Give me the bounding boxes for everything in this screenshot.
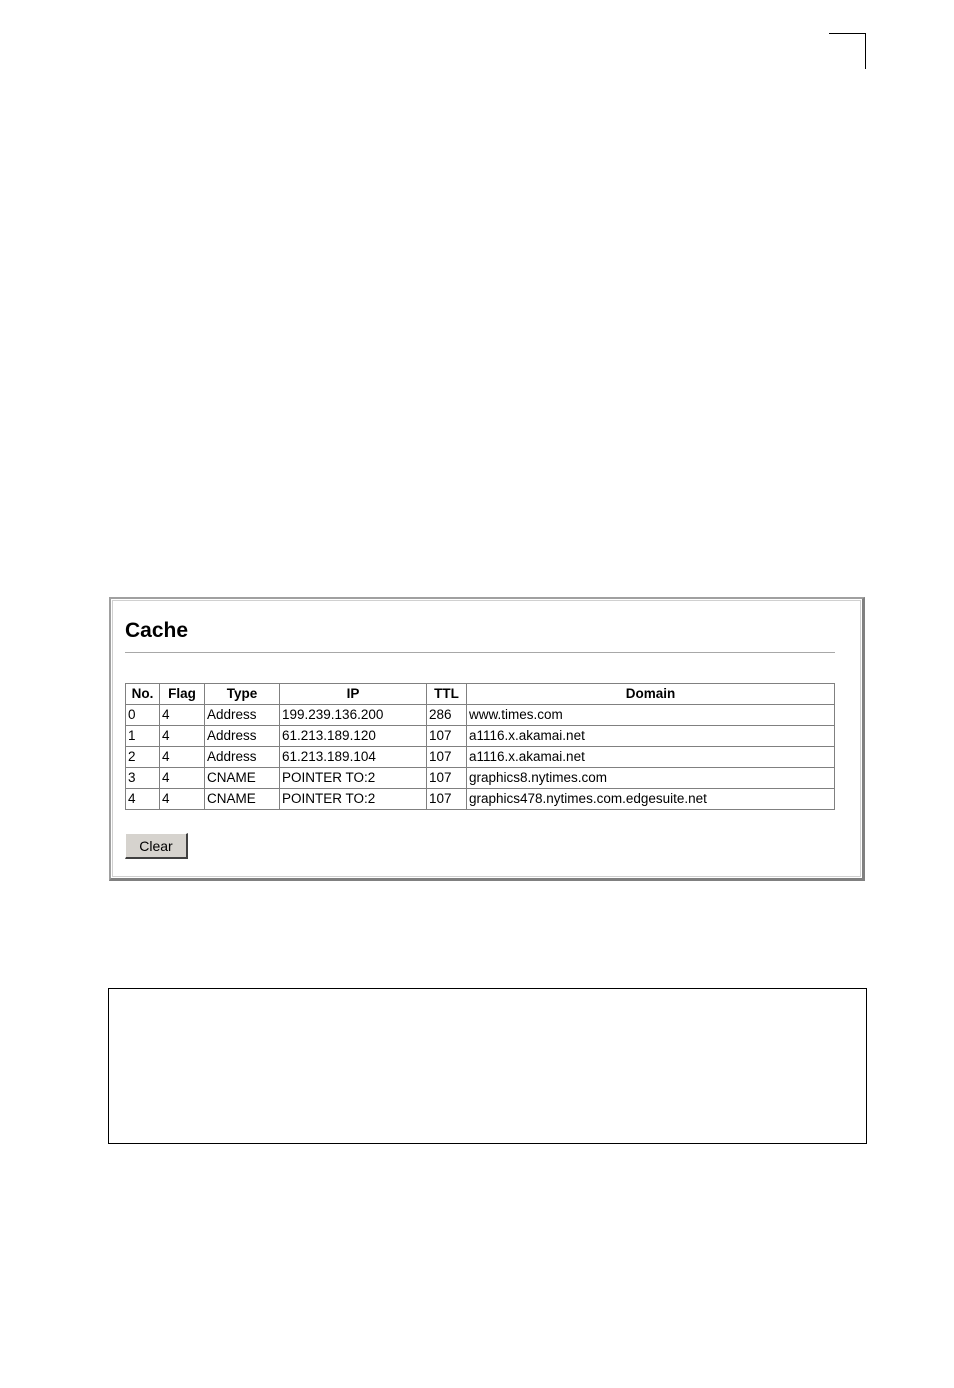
- table-row: [126, 747, 834, 767]
- cache-panel: [112, 600, 861, 877]
- cell-no: 2: [126, 747, 159, 767]
- cell-no: 1: [126, 726, 159, 746]
- column-header-ip: IP: [280, 684, 426, 704]
- cell-domain: www.times.com: [467, 705, 834, 725]
- cell-no: 3: [126, 768, 159, 788]
- table-row: [126, 705, 834, 725]
- cell-ip: 61.213.189.120: [280, 726, 426, 746]
- cell-flag: 4: [160, 705, 204, 725]
- cell-ip: 61.213.189.104: [280, 747, 426, 767]
- cell-ip: POINTER TO:2: [280, 768, 426, 788]
- cell-ttl: 107: [427, 726, 466, 746]
- column-header-ttl: TTL: [427, 684, 466, 704]
- empty-note-box: [108, 988, 867, 1144]
- cell-flag: 4: [160, 768, 204, 788]
- cell-no: 4: [126, 789, 159, 809]
- cell-domain: a1116.x.akamai.net: [467, 726, 834, 746]
- table-row: [126, 726, 834, 746]
- cell-ttl: 286: [427, 705, 466, 725]
- table-header-row: [126, 684, 834, 704]
- cache-table: [125, 683, 835, 810]
- cell-type: Address: [205, 705, 279, 725]
- column-header-flag: Flag: [160, 684, 204, 704]
- cell-type: CNAME: [205, 789, 279, 809]
- cell-flag: 4: [160, 726, 204, 746]
- cell-ttl: 107: [427, 768, 466, 788]
- table-row: [126, 768, 834, 788]
- cell-ip: POINTER TO:2: [280, 789, 426, 809]
- table-row: [126, 789, 834, 809]
- cell-flag: 4: [160, 747, 204, 767]
- cell-type: Address: [205, 726, 279, 746]
- cell-no: 0: [126, 705, 159, 725]
- page-corner-mark: [829, 33, 866, 69]
- cell-ip: 199.239.136.200: [280, 705, 426, 725]
- cell-type: CNAME: [205, 768, 279, 788]
- page-title: Cache: [125, 619, 189, 642]
- title-divider: [125, 652, 835, 653]
- cell-domain: graphics8.nytimes.com: [467, 768, 834, 788]
- column-header-no: No.: [126, 684, 159, 704]
- clear-button[interactable]: Clear: [125, 833, 188, 859]
- cell-ttl: 107: [427, 789, 466, 809]
- cache-screenshot-frame: [109, 597, 865, 881]
- cell-flag: 4: [160, 789, 204, 809]
- cell-type: Address: [205, 747, 279, 767]
- cell-ttl: 107: [427, 747, 466, 767]
- cell-domain: a1116.x.akamai.net: [467, 747, 834, 767]
- cell-domain: graphics478.nytimes.com.edgesuite.net: [467, 789, 834, 809]
- column-header-domain: Domain: [467, 684, 834, 704]
- column-header-type: Type: [205, 684, 279, 704]
